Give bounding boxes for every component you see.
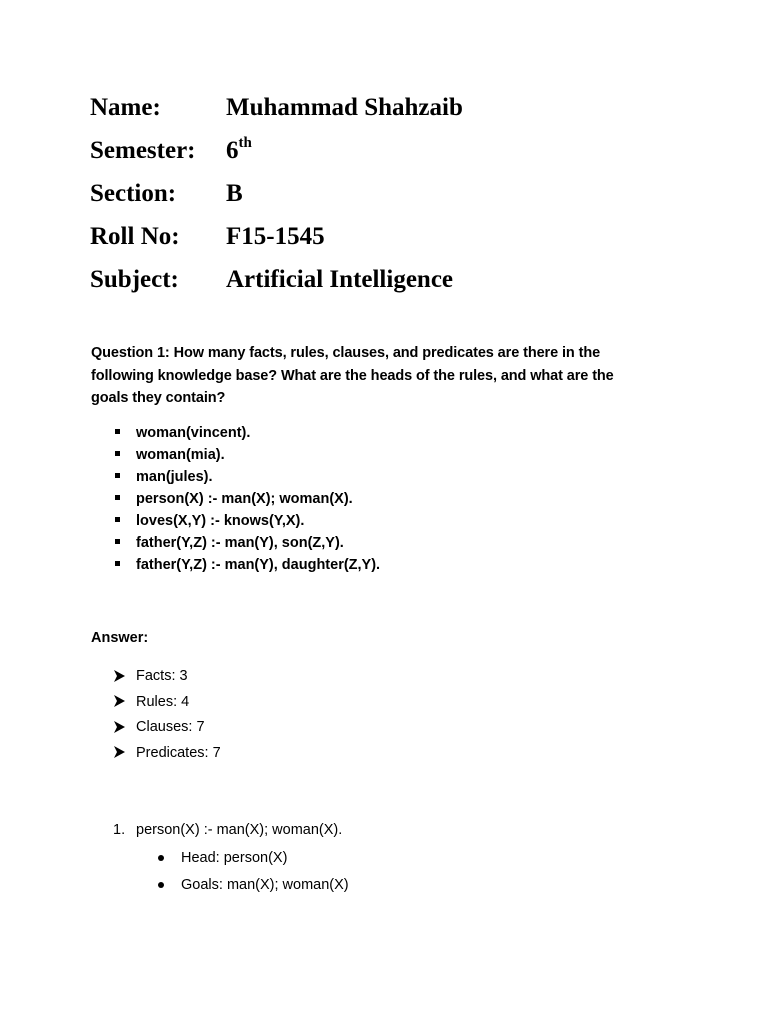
- rule-details: [158, 845, 349, 899]
- subject-value: Artificial Intelligence: [226, 266, 454, 293]
- square-bullet-icon: [115, 517, 120, 522]
- list-item: [115, 444, 380, 466]
- list-item: [115, 488, 380, 510]
- kb-clause: man(jules).: [136, 469, 213, 485]
- list-item: [113, 690, 221, 716]
- kb-clause: father(Y,Z) :- man(Y), daughter(Z,Y).: [136, 557, 381, 573]
- subject-label: Subject:: [90, 266, 179, 293]
- facts-value: 3: [179, 668, 188, 685]
- section-value: B: [226, 180, 243, 207]
- clauses-value: 7: [196, 719, 205, 736]
- info-row-semester: [90, 135, 690, 178]
- kb-clause: loves(X,Y) :- knows(Y,X).: [136, 513, 305, 529]
- goals-value: man(X); woman(X): [226, 877, 349, 893]
- student-info: [90, 92, 690, 307]
- roll-no-label: Roll No:: [90, 223, 180, 250]
- list-item: [158, 845, 349, 872]
- kb-clause: father(Y,Z) :- man(Y), son(Z,Y).: [136, 535, 344, 551]
- arrow-bullet-icon: [113, 670, 125, 682]
- rules-value: 4: [181, 693, 190, 710]
- question-line-1: Question 1: How many facts, rules, clauses, and predicates are there in the: [91, 345, 601, 361]
- answer-list: [113, 664, 221, 766]
- rule-text: person(X) :- man(X); woman(X).: [136, 822, 343, 838]
- semester-suffix: th: [238, 134, 252, 151]
- kb-clause: woman(mia).: [136, 447, 225, 463]
- name-label: Name:: [90, 94, 161, 121]
- dot-bullet-icon: [158, 882, 164, 888]
- list-item: [158, 872, 349, 899]
- rule-title: [113, 818, 349, 842]
- kb-clause: woman(vincent).: [136, 425, 251, 441]
- square-bullet-icon: [115, 495, 120, 500]
- list-item: [115, 466, 380, 488]
- facts-label: Facts:: [136, 668, 176, 685]
- list-item: [113, 664, 221, 690]
- square-bullet-icon: [115, 561, 120, 566]
- arrow-bullet-icon: [113, 746, 125, 758]
- list-item: [113, 715, 221, 741]
- question-text: [91, 342, 691, 410]
- knowledge-base-list: [115, 422, 380, 576]
- square-bullet-icon: [115, 429, 120, 434]
- info-row-subject: [90, 264, 690, 307]
- roll-no-value: F15-1545: [226, 223, 325, 250]
- semester-label: Semester:: [90, 137, 196, 164]
- square-bullet-icon: [115, 539, 120, 544]
- question-line-3: goals they contain?: [91, 390, 226, 406]
- list-item: [115, 510, 380, 532]
- dot-bullet-icon: [158, 855, 164, 861]
- list-item: [113, 741, 221, 767]
- rule-analysis: [113, 818, 349, 899]
- predicates-label: Predicates:: [136, 744, 209, 761]
- list-item: [115, 532, 380, 554]
- predicates-value: 7: [212, 744, 221, 761]
- kb-clause: person(X) :- man(X); woman(X).: [136, 491, 353, 507]
- question-line-2: following knowledge base? What are the heads of the rules, and what are the: [91, 367, 614, 384]
- arrow-bullet-icon: [113, 695, 125, 707]
- info-row-section: [90, 178, 690, 221]
- list-item: [115, 554, 380, 576]
- head-value: person(X): [223, 850, 288, 866]
- clauses-label: Clauses:: [136, 719, 193, 736]
- name-value: Muhammad Shahzaib: [226, 94, 463, 121]
- goals-label: Goals:: [181, 877, 223, 893]
- section-label: Section:: [90, 180, 177, 207]
- arrow-bullet-icon: [113, 721, 125, 733]
- square-bullet-icon: [115, 473, 120, 478]
- semester-value-wrap: [226, 135, 252, 167]
- info-row-roll-no: [90, 221, 690, 264]
- info-row-name: [90, 92, 690, 135]
- answer-heading: Answer:: [91, 630, 149, 646]
- rules-label: Rules:: [136, 693, 178, 710]
- head-label: Head:: [181, 850, 220, 866]
- rule-number: 1.: [113, 822, 126, 838]
- square-bullet-icon: [115, 451, 120, 456]
- list-item: [115, 422, 380, 444]
- semester-value: 6: [226, 137, 239, 164]
